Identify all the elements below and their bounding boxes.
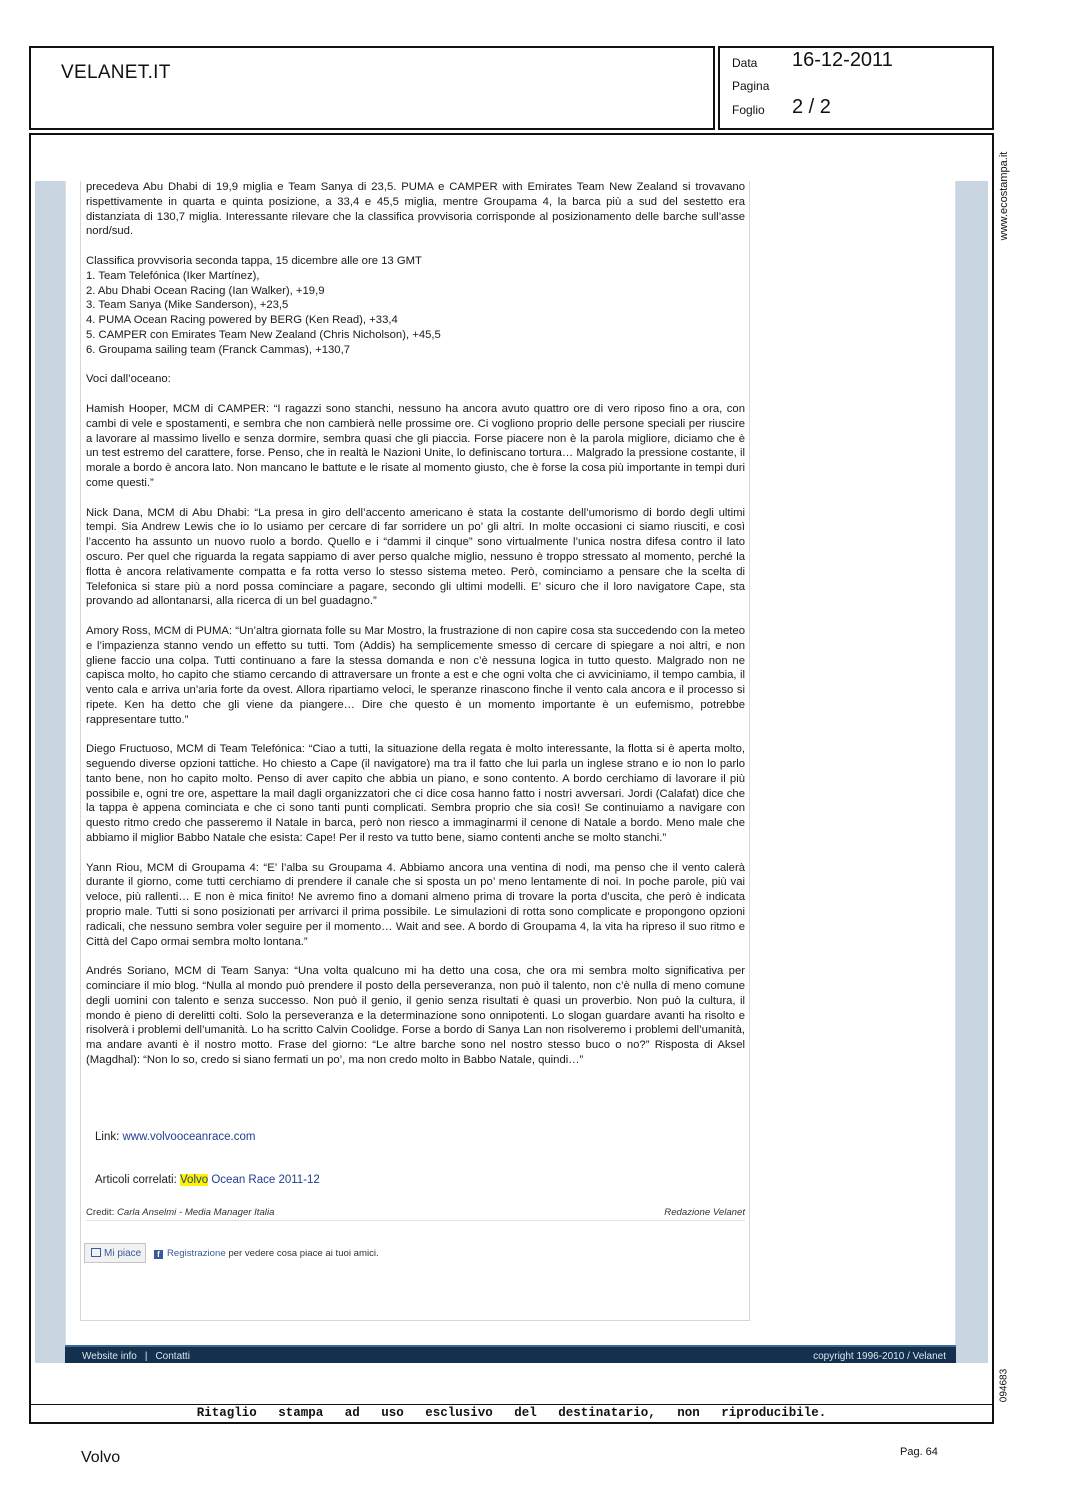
quote-paragraph: Yann Riou, MCM di Groupama 4: “E’ l’alba su Groupama 4. Abbiamo ancora una ventina di nodi, ma penso che il vento calerà durante il giorno, come tutti cerchiamo di prendere il canale che si sposta un po’ meno lentamente di noi. In poche parole, più vai veloce, più rallenti… E non è mica finito! Ne avremo fino a domani almeno prima di trovare la porta d’uscita, che però è indicata proprio male. Tutti si sono posizionati per arrivarci il prima possibile. Le simulazioni di rotta sono complicate e propongono opzioni radicali, che nessuno sembra voler seguire per il momento… Wait and see. A bordo di Groupama 4, la vita ha ripreso il suo ritmo e Città del Capo ormai sembra molto lontana.” <box>86 861 745 948</box>
page-label: Pagina <box>732 79 770 93</box>
quote-paragraph: Diego Fructuoso, MCM di Team Telefónica: “Ciao a tutti, la situazione della regata è molto interessante, la flotta si è aperta molto, seguendo diverse opzioni tattiche. Ho chiesto a Cape (il navigatore) ma tra il fatto che lui parla un inglese strano e io non lo parlo tanto bene, non ho capito molto. Penso di aver capito che abbia un piano, e sono contento. A bordo cerchiamo di lavorare il più possibile e, ogni tre ore, aspettare la mail dagli organizzatori che ci dice cosa hanno fatto i nostri avversari. Jordi (Calafat) dice che la tappa è appena cominciata e che ci sono tanti punti complicati. Sembra proprio che sia così! Se continuiamo a navigare con questo ritmo credo che passeremo il Natale in barca, però non riesco a immaginarmi il cenone di Natale a bordo. Meno male che abbiamo il miglior Babbo Natale che esista: Cape! Per il resto va tutto bene, siamo contenti anche se molto stanchi.” <box>86 743 745 845</box>
ranking-item: 6. Groupama sailing team (Franck Cammas), +130,7 <box>86 343 351 356</box>
website-info-link[interactable]: Website info <box>82 1351 137 1362</box>
link-label: Link: <box>95 1131 120 1143</box>
ranking-item: 4. PUMA Ocean Racing powered by BERG (Ken Read), +33,4 <box>86 314 398 327</box>
publication-name: VELANET.IT <box>61 62 171 83</box>
credit-value: Carla Anselmi - Media Manager Italia <box>116 1207 275 1218</box>
sheet-value: 2 / 2 <box>792 96 831 118</box>
credit-label: Credit: <box>86 1207 115 1218</box>
side-code: 094683 <box>998 1368 1010 1403</box>
side-url: www.ecostampa.it <box>998 151 1010 241</box>
date-value: 16-12-2011 <box>792 49 893 71</box>
facebook-icon: f <box>154 1250 163 1259</box>
web-background-right <box>956 181 988 1363</box>
related-link[interactable]: Volvo Ocean Race 2011-12 <box>180 1174 320 1186</box>
voices-title: Voci dall’oceano: <box>86 373 171 386</box>
ranking-item: 5. CAMPER con Emirates Team New Zealand (Chris Nicholson), +45,5 <box>86 328 441 341</box>
quote-paragraph: Nick Dana, MCM di Abu Dhabi: “La presa in giro dell’accento americano è stata la costante dell’umorismo di bordo degli ultimi tempi. Sia Andrew Lewis che io lo usiamo per cercare di far sorridere un po’ gli altri. In molte occasioni ci siamo riusciti, e così l’accento ha assunto un nuovo ruolo a bordo. Quello e i “dammi il cinque” sono virtualmente l’unica nostra difesa contro il lato oscuro. Per quel che riguarda la regata sappiamo di aver perso qualche miglio, nessuno è troppo stressato al momento, perché la flotta è ancora relativamente compatta e fa rotta verso lo stesso sistema meteo. Però, cominciamo a pensare che la scelta di Telefonica si stare più a nord possa cominciare a pagare, secondo gli ultimi modelli. E’ sicuro che il loro navigatore Cape, sta provando ad allontanarsi, alla ricerca di un bel guadagno.” <box>86 506 745 608</box>
date-label: Data <box>732 56 758 70</box>
ranking-item: 2. Abu Dhabi Ocean Racing (Ian Walker), +19,9 <box>86 284 325 297</box>
source-link[interactable]: www.volvooceanrace.com <box>122 1131 256 1143</box>
article-body <box>86 180 745 1083</box>
page-number: Pag. 64 <box>900 1446 938 1458</box>
intro-paragraph: precedeva Abu Dhabi di 19,9 miglia e Team Sanya di 23,5. PUMA e CAMPER with Emirates Team New Zealand si trovavano rispettivamente in quarta e quinta posizione, a 33,4 e 45,5 miglia, mentre Groupama 4, la barca più a sud del sestetto era distanziata di 130,7 miglia. Interessante rilevare che la classifica provvisoria corrisponde al posizionamento delle barche sull’asse nord/sud. <box>86 181 745 238</box>
disclaimer: Ritaglio stampa ad uso esclusivo del destinatario, non riproducibile. <box>196 1406 827 1420</box>
client-brand: Volvo <box>81 1449 121 1466</box>
footer-separator: | <box>144 1351 148 1362</box>
facebook-register-row: f Registrazione per vedere cosa piace ai tuoi amici. <box>154 1248 379 1259</box>
contatti-link[interactable]: Contatti <box>155 1351 190 1362</box>
web-background-left <box>35 181 65 1363</box>
sheet-label: Foglio <box>732 103 765 117</box>
ranking-item: 1. Team Telefónica (Iker Martínez), <box>86 269 260 282</box>
metadata-box <box>718 46 994 130</box>
quote-paragraph: Andrés Soriano, MCM di Team Sanya: “Una volta qualcuno mi ha detto una cosa, che ora mi sembra molto significativa per cominciare il mio blog. “Nulla al mondo può prendere il posto della perseveranza, non può il talento, non c’è nulla di meno comune degli uomini con talento e senza successo. Non può il genio, il genio senza risultati è quasi un proverbio. Non può la cultura, il mondo è pieno di derelitti colti. Solo la perseveranza e la determinazione sono onnipotenti. Lo slogan guardare avanti ha risolto e risolverà i problemi dell’umanità. Lo ha scritto Calvin Coolidge. Forse a bordo di Sanya Lan non risolveremo i problemi dell’umanità, ma andare avanti è il nostro motto. Frase del giorno: “Le altre barche sono nel nostro stesso buco o no?” Risposta di Aksel (Magdhal): “Non lo so, credo si siano fermati un po’, ma non credo molto in Babbo Natale, quindi…” <box>86 965 745 1067</box>
redazione: Redazione Velanet <box>664 1207 745 1218</box>
link-row <box>95 1131 255 1143</box>
ranking-item: 3. Team Sanya (Mike Sanderson), +23,5 <box>86 299 289 312</box>
related-row <box>95 1174 320 1186</box>
copyright: copyright 1996-2010 / Velanet <box>813 1351 946 1362</box>
disclaimer-divider <box>31 1404 992 1405</box>
thumbs-up-icon <box>91 1248 101 1257</box>
ranking-title: Classifica provvisoria seconda tappa, 15 dicembre alle ore 13 GMT <box>86 254 422 267</box>
quote-paragraph: Hamish Hooper, MCM di CAMPER: “I ragazzi sono stanchi, nessuno ha ancora avuto quattro ore di vero riposo fino a ora, con cambi di vele e spostamenti, e sembra che non cambierà nelle prossime ore. Ci vogliono proprio delle persone speciali per riuscire a lavorare al massimo livello e senza dormire, sembra quasi che gli piaccia. Forse piacere non è la parola migliore, diciamo che è un test estremo del carattere, forse. Penso, che in realtà le Nazioni Unite, lo definiscano tortura… Malgrado la pressione costante, il morale a bordo è ancora lato. Non mancano le battute e le risate al momento giusto, che è forse la cosa più importante in tempi duri come questi.” <box>86 402 745 489</box>
masthead-box <box>29 46 715 130</box>
related-label: Articoli correlati: <box>95 1174 177 1186</box>
search-highlight: Volvo <box>180 1174 209 1186</box>
website-footer <box>65 1345 956 1363</box>
like-button[interactable]: Mi piace <box>84 1243 146 1263</box>
credit-line <box>86 1207 745 1221</box>
register-link[interactable]: Registrazione <box>167 1248 226 1259</box>
quote-paragraph: Amory Ross, MCM di PUMA: “Un’altra giornata folle su Mar Mostro, la frustrazione di non capire cosa sta succedendo con la meteo e l’impazienza stanno vendo un effetto su tutti. Tom (Addis) ha semplicemente smesso di cercare di spiegare a noi altri, e non gliene faccio una colpa. Tutti continuano a fare la stessa domanda e non c’è nessuna logica in tutto questo. Malgrado non ne capisca molto, ho capito che stiamo cercando di attraversare un fronte a est e che ogni volta che ci avviciniamo, il tempo cambia, il vento cala e arriva un’aria forte da ovest. Allora ripartiamo veloci, le speranze rinascono finche il vento cala ancora e il processo si ripete. Ken ha detto che gli viene da piangere… Dire che questo è un momento importante è un eufemismo, potrebbe rappresentare tutto.” <box>86 624 745 726</box>
